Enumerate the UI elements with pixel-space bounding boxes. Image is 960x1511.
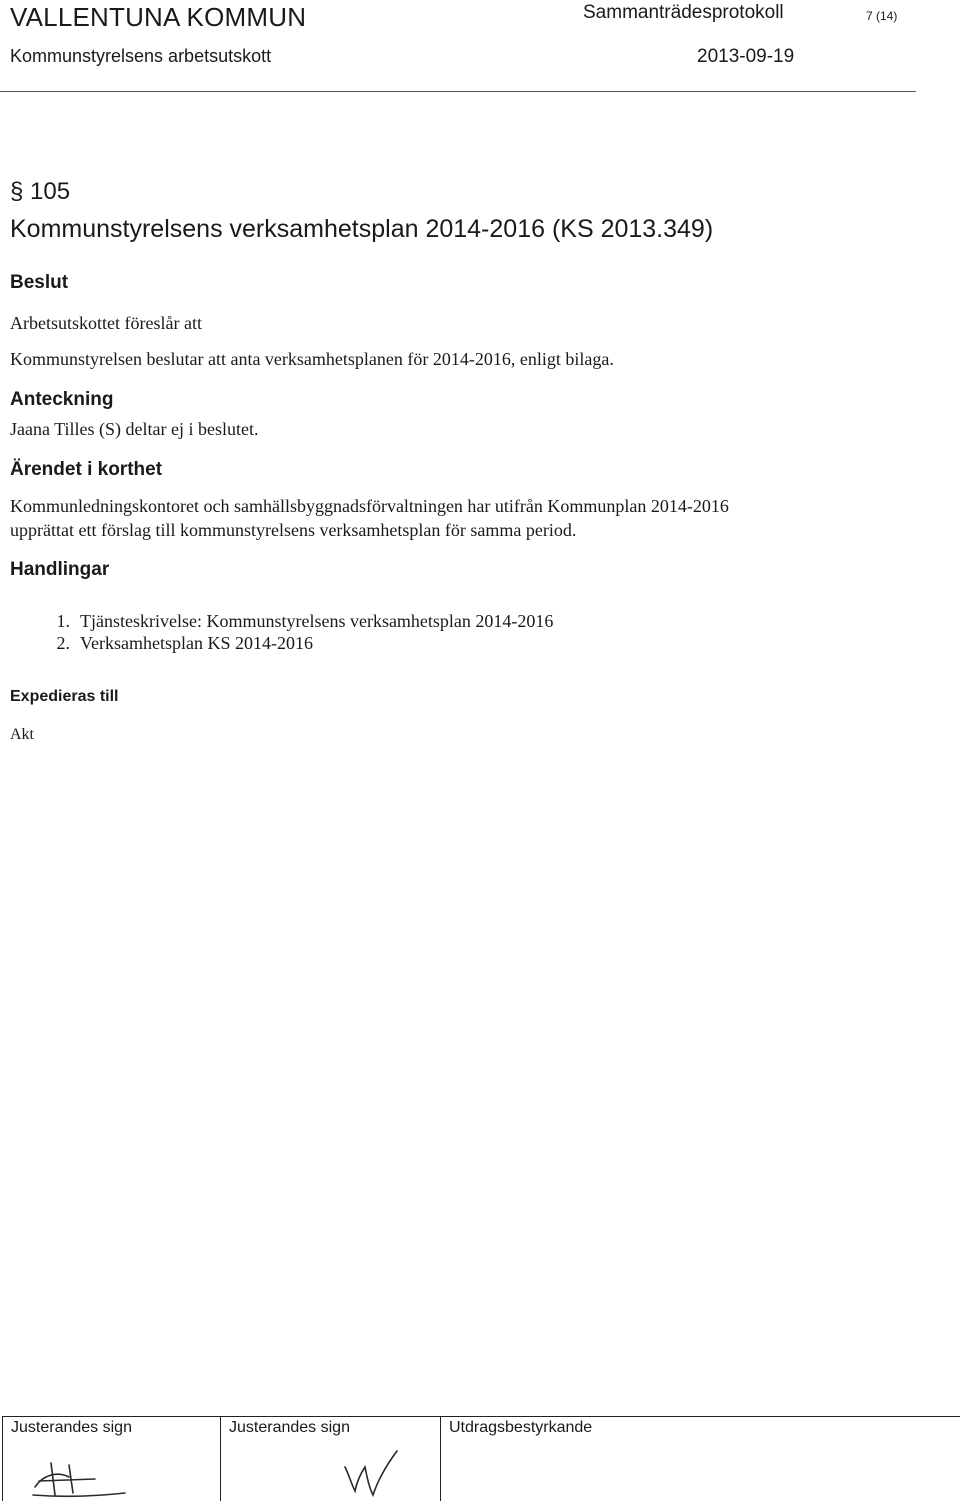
signature-box bbox=[2, 1416, 960, 1503]
page-number: 7 (14) bbox=[866, 9, 898, 23]
beslut-text: Kommunstyrelsen beslutar att anta verksamhetsplanen för 2014-2016, enligt bilaga. bbox=[10, 349, 614, 369]
arendet-text-line-2: upprättat ett förslag till kommunstyrelsens verksamhetsplan för samma period. bbox=[10, 520, 577, 540]
expedieras-heading: Expedieras till bbox=[10, 688, 119, 705]
beslut-intro: Arbetsutskottet föreslår att bbox=[10, 313, 202, 333]
handling-number: 1. bbox=[56, 611, 70, 631]
signature-label: Justerandes sign bbox=[11, 1419, 132, 1436]
meeting-date: 2013-09-19 bbox=[697, 46, 795, 67]
beslut-heading: Beslut bbox=[10, 272, 69, 293]
signature-cell bbox=[220, 1417, 441, 1501]
handwritten-signature-icon bbox=[29, 1457, 139, 1501]
paragraph-title: Kommunstyrelsens verksamhetsplan 2014-2016 (KS 2013.349) bbox=[10, 215, 714, 243]
signature-cell bbox=[440, 1417, 960, 1501]
arendet-text-line-1: Kommunledningskontoret och samhällsbyggnadsförvaltningen har utifrån Kommunplan 2014-2016 bbox=[10, 496, 729, 516]
anteckning-text: Jaana Tilles (S) deltar ej i beslutet. bbox=[10, 419, 259, 439]
handwritten-signature-icon bbox=[341, 1445, 411, 1501]
document-type: Sammanträdesprotokoll bbox=[583, 2, 784, 23]
signature-label: Utdragsbestyrkande bbox=[449, 1419, 593, 1436]
paragraph-number: § 105 bbox=[10, 178, 71, 205]
anteckning-heading: Anteckning bbox=[10, 389, 114, 410]
arendet-heading: Ärendet i korthet bbox=[10, 459, 163, 480]
header-divider bbox=[0, 91, 916, 92]
signature-label: Justerandes sign bbox=[229, 1419, 350, 1436]
organization-name: VALLENTUNA KOMMUN bbox=[10, 2, 307, 32]
handling-text: Tjänsteskrivelse: Kommunstyrelsens verksamhetsplan 2014-2016 bbox=[80, 611, 554, 631]
committee-name: Kommunstyrelsens arbetsutskott bbox=[10, 46, 272, 66]
handlingar-heading: Handlingar bbox=[10, 559, 110, 580]
expedieras-item: Akt bbox=[10, 726, 34, 743]
handling-list-item bbox=[10, 633, 313, 654]
handling-text: Verksamhetsplan KS 2014-2016 bbox=[80, 633, 313, 653]
signature-cell bbox=[2, 1417, 221, 1501]
handling-list-item bbox=[10, 611, 553, 632]
handling-number: 2. bbox=[56, 633, 70, 653]
